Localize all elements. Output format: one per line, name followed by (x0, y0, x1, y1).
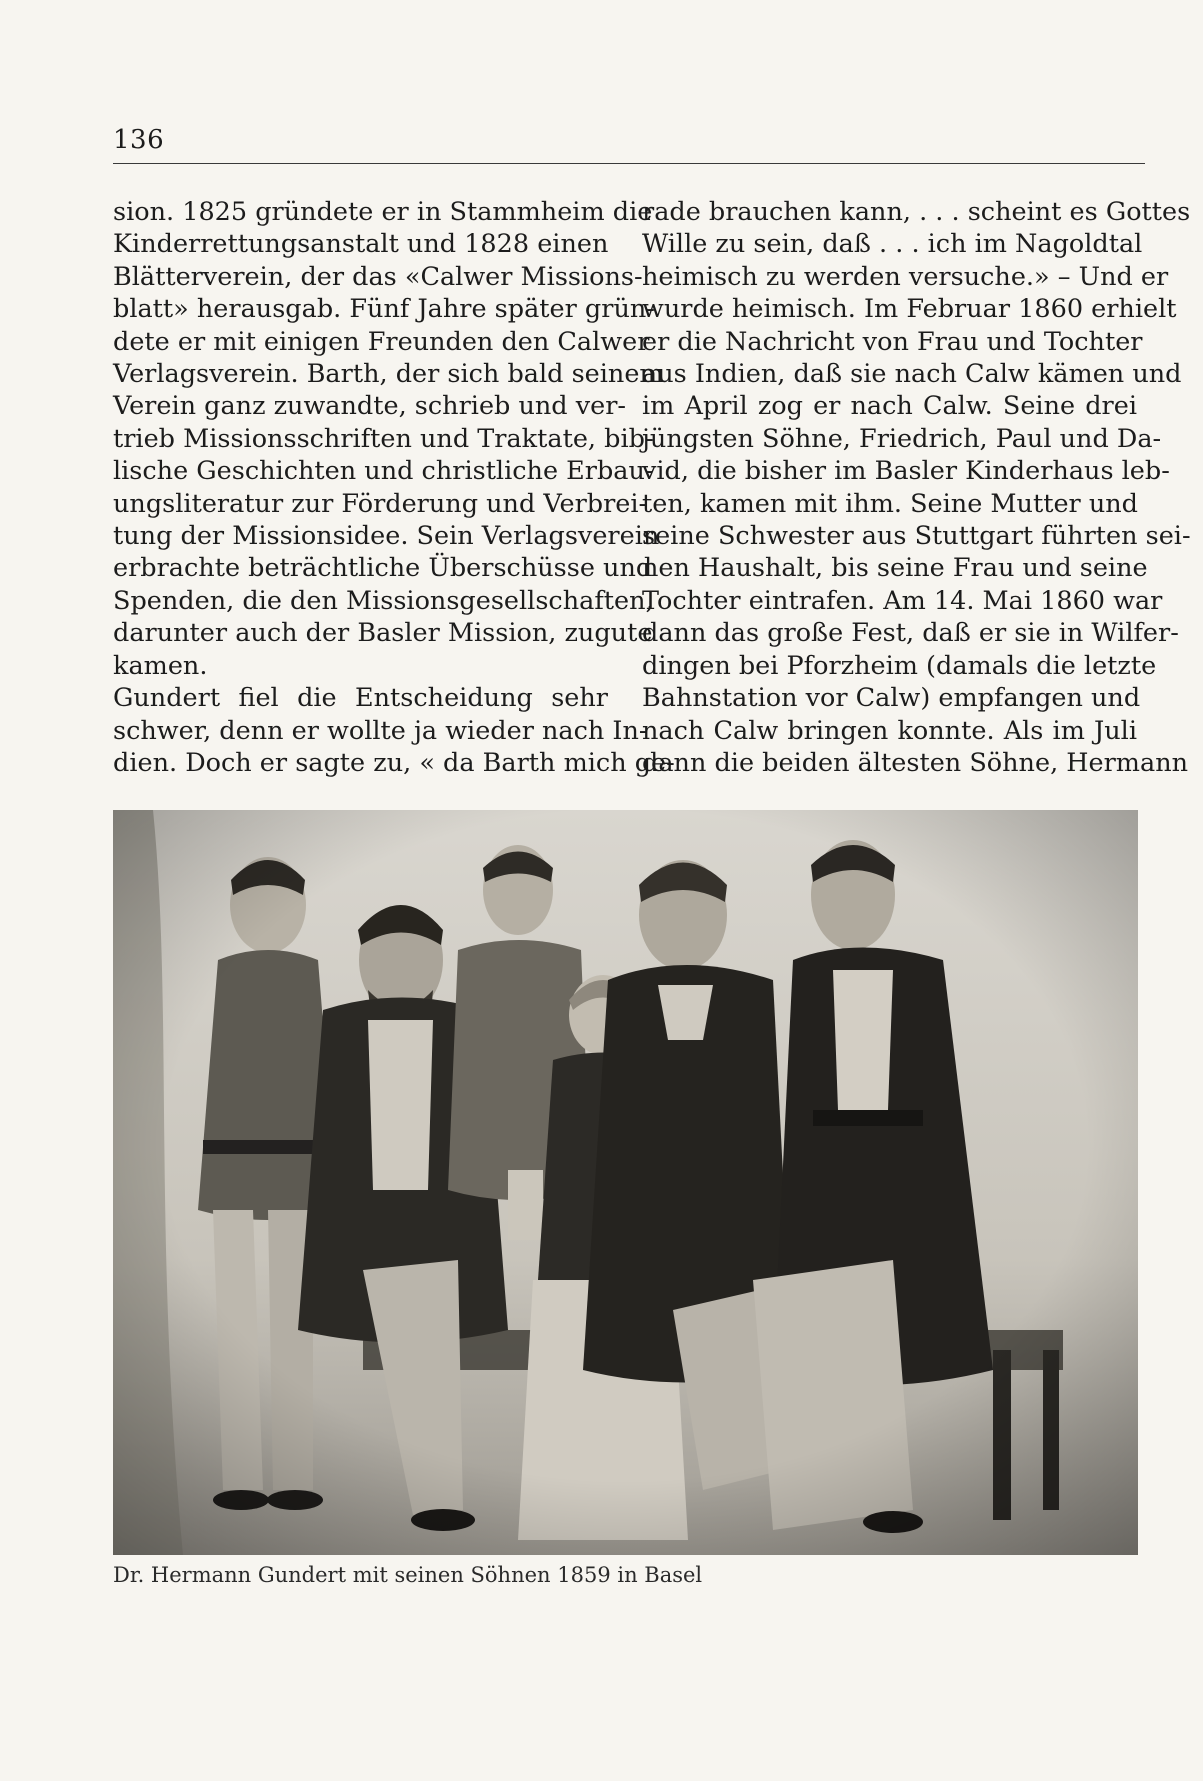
text-line: rade brauchen kann, . . . scheint es Gottes (642, 197, 1191, 227)
text-line: ungsliteratur zur Förderung und Verbrei- (113, 488, 648, 519)
text-line: Gundert fiel die Entscheidung sehr (113, 683, 608, 714)
text-line: vid, die bisher im Basler Kinderhaus leb- (642, 456, 1170, 487)
text-line: heimisch zu werden versuche.» – Und er (642, 261, 1169, 292)
text-line: dann das große Fest, daß er sie in Wilfer- (642, 618, 1179, 649)
text-line: kamen. (113, 650, 208, 681)
text-line: sion. 1825 gründete er in Stammheim die (113, 197, 653, 227)
text-line: Bahnstation vor Calw) empfangen und (642, 683, 1141, 714)
text-line: trieb Missionsschriften und Traktate, bib- (113, 423, 654, 454)
text-line: er die Nachricht von Frau und Tochter (642, 326, 1143, 357)
right-column (642, 196, 1191, 779)
text-line: Blätterverein, der das «Calwer Missions- (113, 261, 643, 292)
text-line: Kinderrettungsanstalt und 1828 einen (113, 229, 609, 260)
text-line: nen Haushalt, bis seine Frau und seine (642, 553, 1148, 584)
text-line: im April zog er nach Calw. Seine drei (642, 391, 1137, 422)
text-line: erbrachte beträchtliche Überschüsse und (113, 553, 653, 584)
text-line: darunter auch der Basler Mission, zugute (113, 618, 653, 649)
text-line: lische Geschichten und christliche Erbau- (113, 456, 654, 487)
text-line: nach Calw bringen konnte. Als im Juli (642, 715, 1137, 746)
text-line: Wille zu sein, daß . . . ich im Nagoldtal (642, 229, 1143, 260)
text-line: dien. Doch er sagte zu, « da Barth mich ge- (113, 747, 675, 778)
text-line: Verein ganz zuwandte, schrieb und ver- (113, 391, 627, 422)
text-line: blatt» herausgab. Fünf Jahre später grün- (113, 294, 655, 325)
text-line: seine Schwester aus Stuttgart führten sei- (642, 521, 1191, 552)
text-line: Verlagsverein. Barth, der sich bald seinem (113, 359, 664, 390)
photo-vignette (113, 810, 1138, 1555)
text-line: schwer, denn er wollte ja wieder nach In- (113, 715, 648, 746)
header-rule (113, 163, 1145, 164)
text-line: dingen bei Pforzheim (damals die letzte (642, 650, 1157, 681)
text-line: jüngsten Söhne, Friedrich, Paul und Da- (642, 423, 1162, 454)
text-line: dete er mit einigen Freunden den Calwer (113, 326, 650, 357)
text-line: Spenden, die den Missionsgesellschaften, (113, 585, 654, 616)
text-line: tung der Missionsidee. Sein Verlagsverein (113, 521, 660, 552)
figure-caption: Dr. Hermann Gundert mit seinen Söhnen 1859 in Basel (113, 1563, 703, 1587)
group-photograph (113, 810, 1138, 1555)
text-line: wurde heimisch. Im Februar 1860 erhielt (642, 294, 1177, 325)
text-line: dann die beiden ältesten Söhne, Hermann (642, 747, 1189, 778)
left-column (113, 196, 675, 779)
text-line: ten, kamen mit ihm. Seine Mutter und (642, 488, 1139, 519)
text-line: aus Indien, daß sie nach Calw kämen und (642, 359, 1182, 390)
text-line: Tochter eintrafen. Am 14. Mai 1860 war (642, 585, 1163, 616)
page-number: 136 (113, 125, 165, 155)
